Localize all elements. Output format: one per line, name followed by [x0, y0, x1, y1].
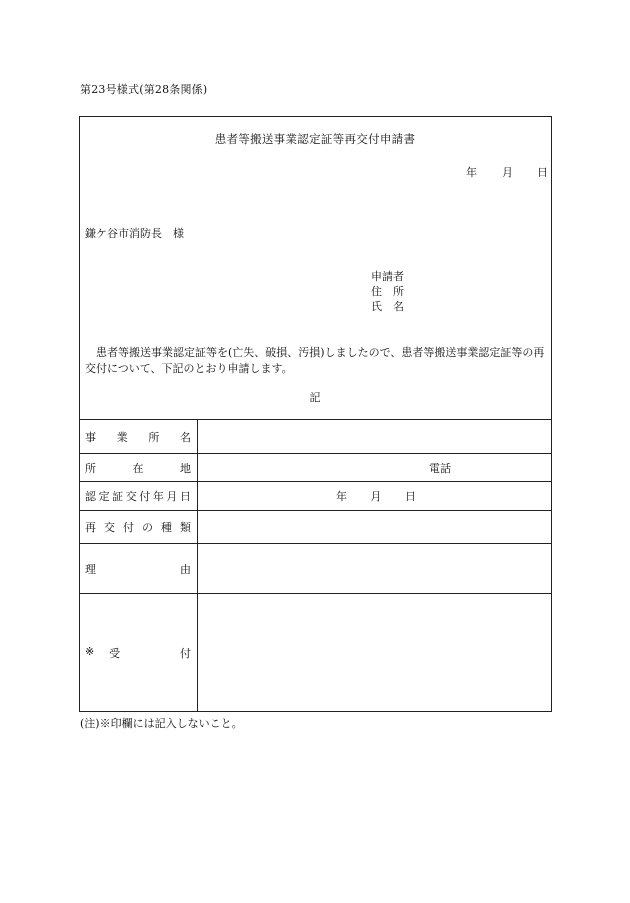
form-title: 患者等搬送事業認定証等再交付申請書	[214, 132, 416, 146]
reissue-type-field[interactable]	[198, 511, 553, 544]
form-number: 第23号様式(第28条関係)	[80, 83, 208, 96]
row-office-name	[79, 420, 552, 454]
cert-date-month: 月	[370, 490, 382, 503]
applicant-address-label: 住 所	[371, 285, 404, 298]
header-date-month: 月	[502, 166, 513, 179]
location-label: 所 在 地	[79, 454, 198, 482]
header-date-year: 年	[466, 166, 477, 179]
addressee: 鎌ケ谷市消防長 様	[85, 227, 184, 240]
ki-heading: 記	[309, 391, 321, 404]
receipt-field	[198, 594, 553, 712]
location-field[interactable]	[198, 454, 553, 482]
cert-date-year: 年	[336, 490, 347, 503]
reissue-type-label: 再 交 付 の 種 類	[79, 511, 198, 544]
application-statement: 患者等搬送事業認定証等を(亡失、破損、汚損)しましたので、患者等搬送事業認定証等の再交付について、下記のとおり申請します。	[85, 346, 545, 375]
office-name-field[interactable]	[198, 420, 553, 454]
row-receipt	[79, 594, 552, 712]
receipt-label: ※ 受 付	[79, 594, 198, 712]
footnote: (注)※印欄には記入しないこと。	[80, 717, 243, 730]
cert-date-field[interactable]	[198, 482, 553, 511]
row-reason	[79, 544, 552, 594]
row-cert-date	[79, 482, 552, 511]
reason-label: 理 由	[79, 544, 198, 594]
row-location	[79, 454, 552, 482]
applicant-name-label: 氏 名	[371, 300, 404, 313]
phone-label: 電話	[429, 461, 451, 475]
office-name-label: 事 業 所 名	[79, 420, 198, 454]
applicant-label: 申請者	[371, 270, 404, 283]
row-reissue-type	[79, 511, 552, 544]
cert-date-label: 認 定 証 交 付 年 月 日	[79, 482, 198, 511]
header-date-day: 日	[537, 166, 548, 179]
application-table	[79, 419, 552, 712]
reason-field[interactable]	[198, 544, 553, 594]
cert-date-day: 日	[405, 490, 416, 503]
